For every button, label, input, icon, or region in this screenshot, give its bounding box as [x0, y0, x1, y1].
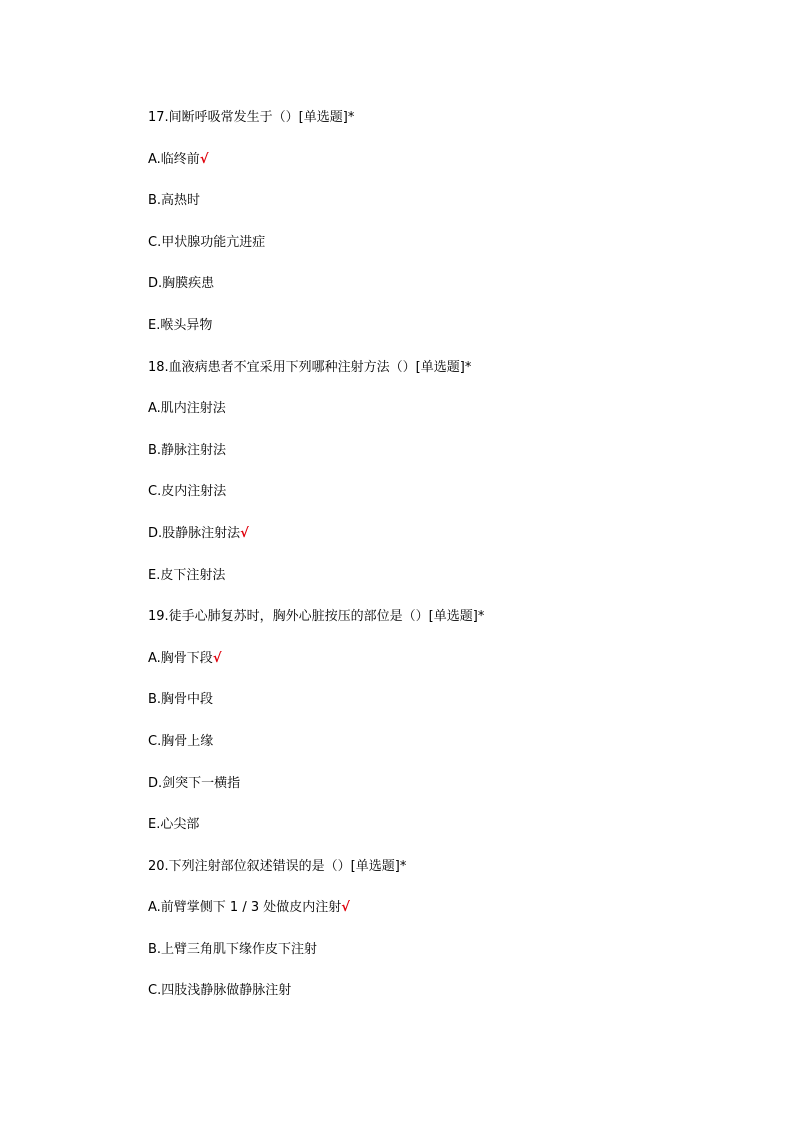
- option-text: B.高热时: [148, 193, 201, 209]
- option-b: [148, 192, 748, 234]
- option-text: D.股静脉注射法: [148, 525, 241, 541]
- question-title: 20.下列注射部位叙述错误的是（）[单选题]*: [148, 858, 407, 874]
- option-text: C.四肢浅静脉做静脉注射: [148, 983, 292, 999]
- option-text: B.胸骨中段: [148, 692, 214, 708]
- option-a: [148, 899, 748, 941]
- question-title: 17.间断呼吸常发生于（）[单选题]*: [148, 110, 355, 125]
- question-title: 19.徒手心肺复苏时，胸外心脏按压的部位是（）[单选题]*: [148, 609, 485, 625]
- option-text: E.皮下注射法: [148, 567, 226, 583]
- option-text: D.剑突下一横指: [148, 775, 241, 791]
- option-c: [148, 234, 748, 276]
- option-text: B.静脉注射法: [148, 442, 227, 458]
- option-b: [148, 941, 748, 983]
- option-text: A.前臂掌侧下 1 / 3 处做皮内注射: [148, 900, 342, 916]
- option-e: [148, 816, 748, 858]
- option-d: [148, 775, 748, 817]
- option-c: [148, 982, 748, 1024]
- option-text: D.胸膜疾患: [148, 276, 215, 292]
- check-mark-icon: √: [240, 525, 249, 541]
- option-d: [148, 275, 748, 317]
- option-c: [148, 733, 748, 775]
- check-mark-icon: √: [341, 900, 350, 916]
- option-text: A.胸骨下段: [148, 650, 213, 666]
- option-text: C.皮内注射法: [148, 484, 227, 500]
- option-b: [148, 442, 748, 484]
- question-18: [148, 359, 748, 609]
- document-page: [148, 109, 748, 1024]
- option-text: A.临终前: [148, 151, 200, 167]
- question-20: [148, 858, 748, 1024]
- option-c: [148, 483, 748, 525]
- question-title: 18.血液病患者不宜采用下列哪种注射方法（）[单选题]*: [148, 359, 472, 375]
- option-text: C.胸骨上缘: [148, 733, 214, 749]
- option-a: [148, 400, 748, 442]
- option-text: A.肌内注射法: [148, 401, 226, 417]
- option-text: E.喉头异物: [148, 317, 213, 333]
- option-e: [148, 567, 748, 609]
- check-mark-icon: √: [212, 650, 222, 666]
- option-text: E.心尖部: [148, 817, 200, 833]
- option-b: [148, 691, 748, 733]
- option-d: [148, 525, 748, 567]
- check-mark-icon: √: [199, 151, 209, 167]
- option-a: [148, 650, 748, 692]
- option-text: C.甲状腺功能亢进症: [148, 234, 266, 250]
- option-text: B.上臂三角肌下缘作皮下注射: [148, 941, 318, 957]
- option-a: [148, 151, 748, 193]
- option-e: [148, 317, 748, 359]
- question-19: [148, 608, 748, 858]
- question-17: [148, 109, 748, 359]
